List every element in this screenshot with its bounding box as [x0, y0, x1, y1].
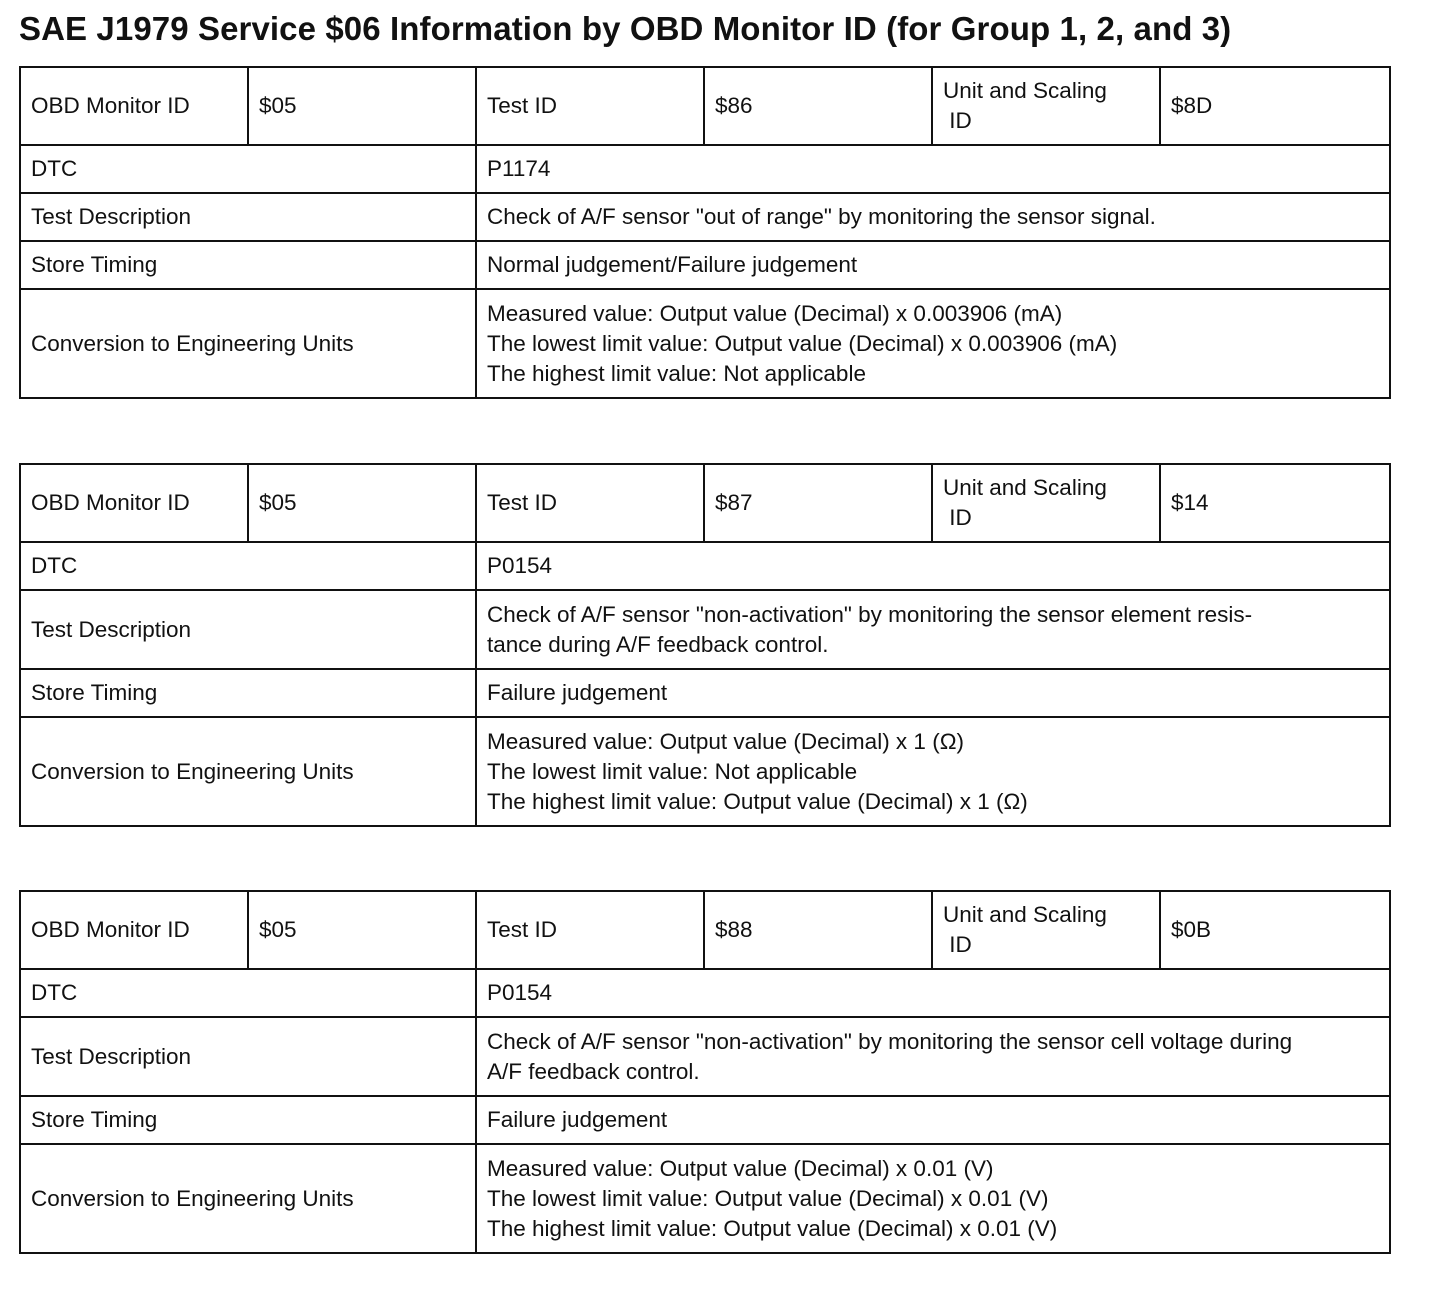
conversion-measured-line: Measured value: Output value (Decimal) x 1 (Ω): [487, 728, 965, 754]
unit-scaling-id-label: [932, 464, 1160, 542]
test-description-row: [20, 1017, 1390, 1096]
test-description-row: [20, 590, 1390, 669]
service06-table-2: [19, 463, 1391, 827]
test-id-label: Test ID: [476, 464, 704, 542]
conversion-lowest-line: The lowest limit value: Output value (Decimal) x 0.003906 (mA): [487, 330, 1118, 356]
conversion-highest-line: The highest limit value: Output value (Decimal) x 0.01 (V): [487, 1215, 1058, 1241]
store-timing-row: [20, 669, 1390, 717]
unit-scaling-label-line-2: ID: [943, 505, 972, 530]
conversion-row: [20, 717, 1390, 826]
test-id-label: Test ID: [476, 891, 704, 969]
dtc-label: DTC: [20, 542, 476, 590]
unit-scaling-id-label: [932, 891, 1160, 969]
dtc-row: [20, 542, 1390, 590]
test-description-value: [476, 590, 1390, 669]
conversion-row: [20, 289, 1390, 398]
conversion-measured-line: Measured value: Output value (Decimal) x 0.01 (V): [487, 1155, 994, 1181]
test-description-label: Test Description: [20, 193, 476, 241]
test-description-row: [20, 193, 1390, 241]
dtc-value: P0154: [476, 969, 1390, 1017]
conversion-lowest-line: The lowest limit value: Output value (Decimal) x 0.01 (V): [487, 1185, 1049, 1211]
conversion-label: Conversion to Engineering Units: [20, 289, 476, 398]
dtc-label: DTC: [20, 969, 476, 1017]
store-timing-value: Normal judgement/Failure judgement: [476, 241, 1390, 289]
dtc-value: P1174: [476, 145, 1390, 193]
dtc-row: [20, 145, 1390, 193]
description-line: Check of A/F sensor "out of range" by monitoring the sensor signal.: [487, 204, 1156, 229]
conversion-lowest-line: The lowest limit value: Not applicable: [487, 758, 858, 784]
test-id-label: Test ID: [476, 67, 704, 145]
unit-scaling-label-line-2: ID: [943, 108, 972, 133]
store-timing-label: Store Timing: [20, 1096, 476, 1144]
conversion-label: Conversion to Engineering Units: [20, 1144, 476, 1253]
obd-monitor-id-label: OBD Monitor ID: [20, 464, 248, 542]
dtc-label: DTC: [20, 145, 476, 193]
description-line: tance during A/F feedback control.: [487, 631, 829, 657]
test-description-label: Test Description: [20, 1017, 476, 1096]
header-row: [20, 464, 1390, 542]
test-description-label: Test Description: [20, 590, 476, 669]
dtc-value: P0154: [476, 542, 1390, 590]
conversion-measured-line: Measured value: Output value (Decimal) x 0.003906 (mA): [487, 300, 1063, 326]
store-timing-row: [20, 241, 1390, 289]
conversion-label: Conversion to Engineering Units: [20, 717, 476, 826]
unit-scaling-id-value: $8D: [1160, 67, 1390, 145]
test-id-value: $88: [704, 891, 932, 969]
conversion-highest-line: The highest limit value: Output value (Decimal) x 1 (Ω): [487, 788, 1028, 814]
obd-monitor-id-label: OBD Monitor ID: [20, 891, 248, 969]
unit-scaling-id-value: $14: [1160, 464, 1390, 542]
unit-scaling-label-line-1: Unit and Scaling: [943, 902, 1107, 927]
description-line: A/F feedback control.: [487, 1058, 700, 1084]
test-id-value: $86: [704, 67, 932, 145]
description-line: Check of A/F sensor "non-activation" by monitoring the sensor element resis-: [487, 601, 1253, 627]
unit-scaling-label-line-1: Unit and Scaling: [943, 475, 1107, 500]
obd-monitor-id-label: OBD Monitor ID: [20, 67, 248, 145]
store-timing-value: Failure judgement: [476, 1096, 1390, 1144]
conversion-row: [20, 1144, 1390, 1253]
unit-scaling-label-line-2: ID: [943, 932, 972, 957]
obd-monitor-id-value: $05: [248, 891, 476, 969]
conversion-value: [476, 289, 1390, 398]
conversion-value: [476, 717, 1390, 826]
obd-monitor-id-value: $05: [248, 464, 476, 542]
test-description-value: [476, 1017, 1390, 1096]
page-title: SAE J1979 Service $06 Information by OBD Monitor ID (for Group 1, 2, and 3): [19, 10, 1232, 47]
store-timing-label: Store Timing: [20, 669, 476, 717]
test-id-value: $87: [704, 464, 932, 542]
store-timing-label: Store Timing: [20, 241, 476, 289]
store-timing-value: Failure judgement: [476, 669, 1390, 717]
service06-table-3: [19, 890, 1391, 1254]
test-description-value: [476, 193, 1390, 241]
conversion-value: [476, 1144, 1390, 1253]
dtc-row: [20, 969, 1390, 1017]
service06-table-1: [19, 66, 1391, 399]
header-row: [20, 67, 1390, 145]
description-line: Check of A/F sensor "non-activation" by monitoring the sensor cell voltage during: [487, 1028, 1293, 1054]
unit-scaling-id-value: $0B: [1160, 891, 1390, 969]
obd-monitor-id-value: $05: [248, 67, 476, 145]
store-timing-row: [20, 1096, 1390, 1144]
unit-scaling-id-label: [932, 67, 1160, 145]
conversion-highest-line: The highest limit value: Not applicable: [487, 360, 866, 386]
unit-scaling-label-line-1: Unit and Scaling: [943, 78, 1107, 103]
header-row: [20, 891, 1390, 969]
